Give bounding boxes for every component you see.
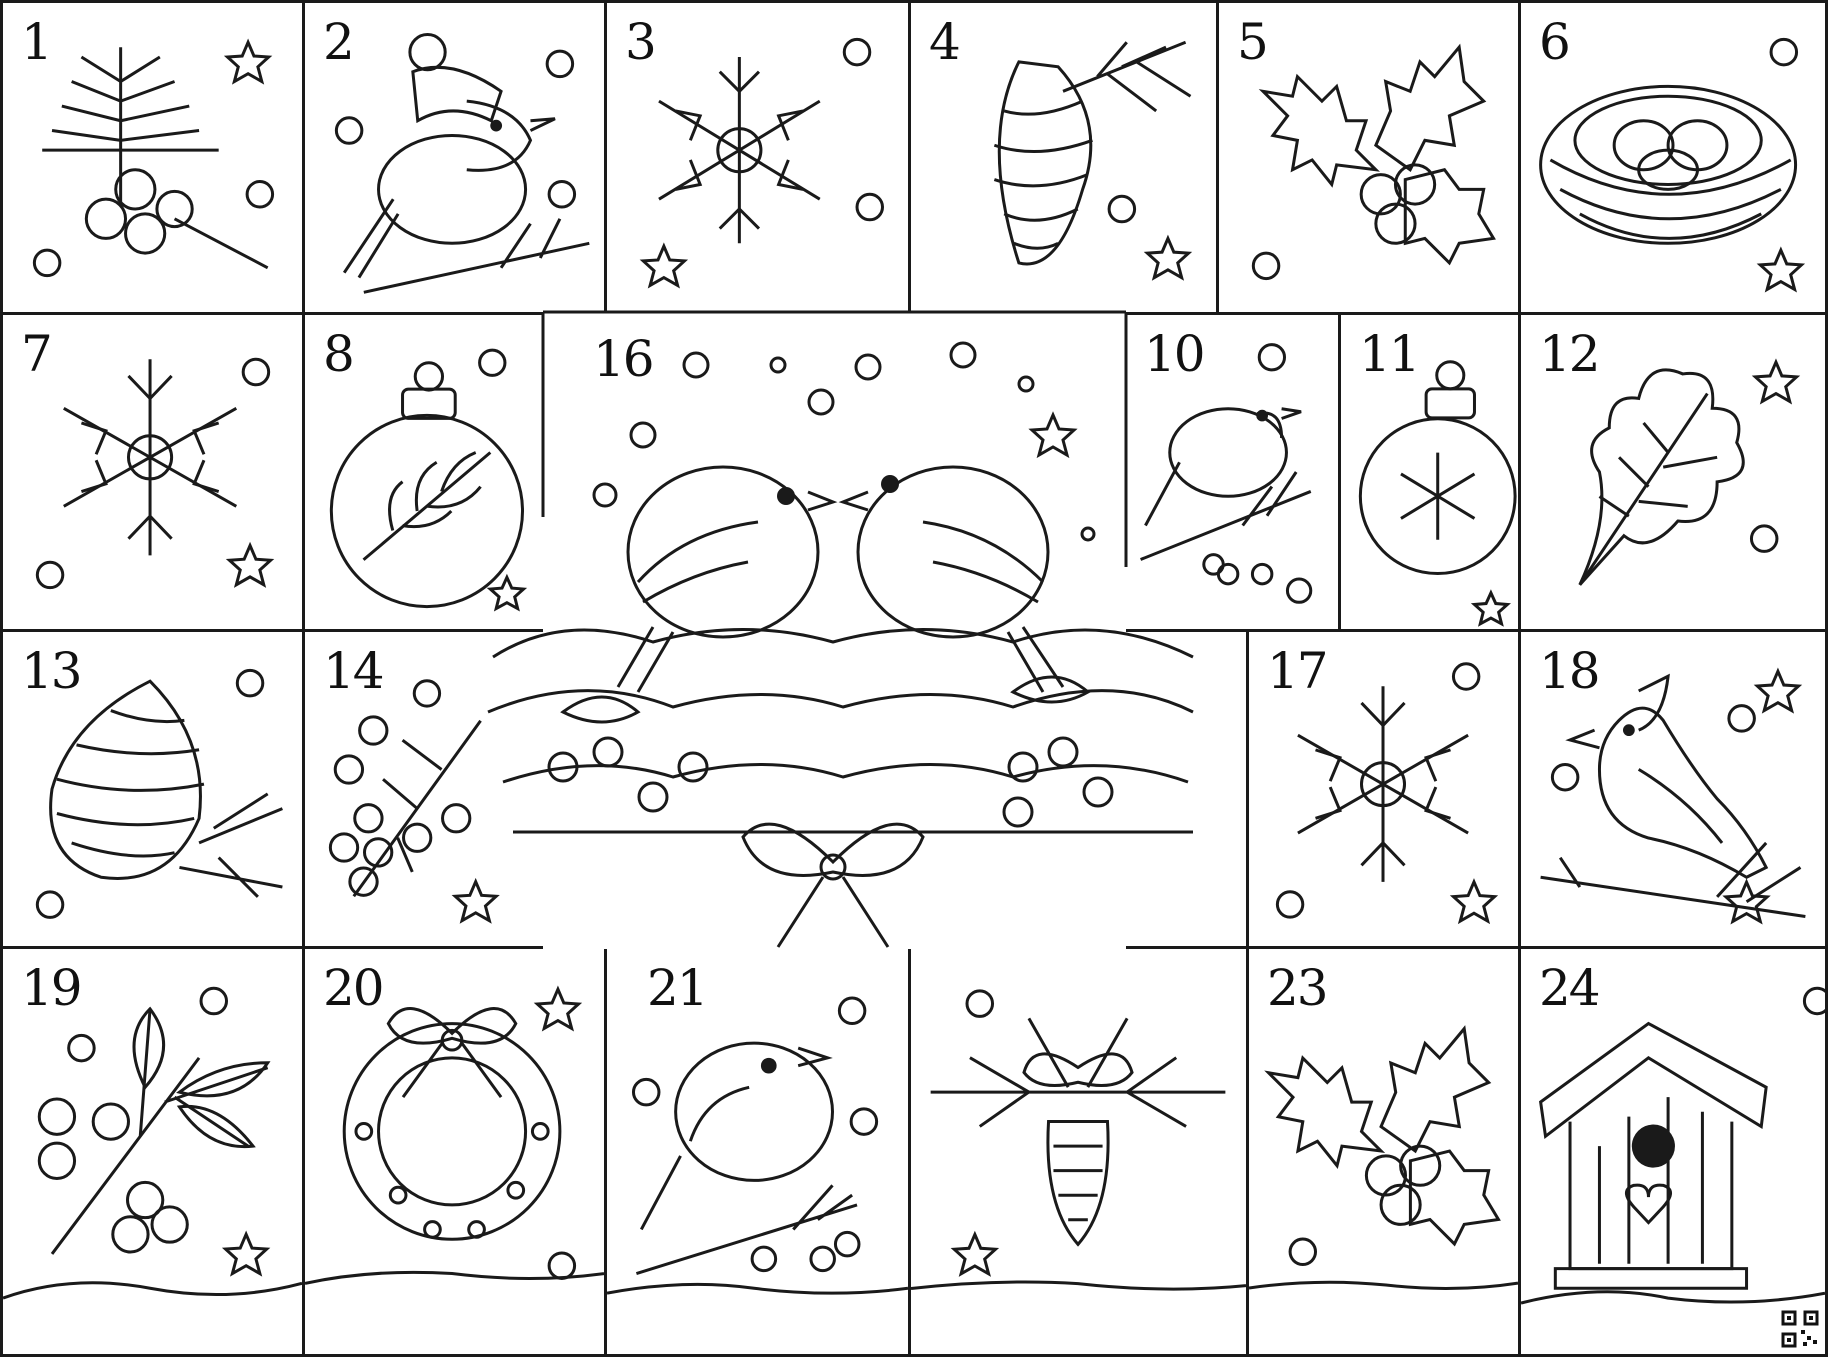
day-number: 17 xyxy=(1267,642,1327,700)
day-number: 3 xyxy=(625,13,655,71)
day-number: 14 xyxy=(323,642,383,700)
calendar-cell-24[interactable] xyxy=(1518,946,1828,1357)
calendar-cell-19[interactable] xyxy=(0,946,305,1357)
day-number: 4 xyxy=(929,13,959,71)
two-robins-on-garland-icon xyxy=(543,312,1126,949)
pine-bough-with-pinecone-icon xyxy=(911,949,1246,1354)
calendar-cell-10[interactable] xyxy=(1123,312,1341,632)
qr-code-icon xyxy=(1781,1310,1819,1348)
day-number: 16 xyxy=(593,330,653,388)
calendar-cell-14[interactable] xyxy=(302,629,546,949)
calendar-cell-17[interactable] xyxy=(1246,629,1521,949)
calendar-cell-13[interactable] xyxy=(0,629,305,949)
day-number: 23 xyxy=(1267,959,1327,1017)
calendar-cell-12[interactable] xyxy=(1518,312,1828,632)
calendar-cell-2[interactable] xyxy=(302,0,607,315)
day-number: 24 xyxy=(1539,959,1599,1017)
calendar-cell-21[interactable] xyxy=(604,946,911,1357)
day-number: 12 xyxy=(1539,325,1599,383)
day-number: 19 xyxy=(21,959,81,1017)
calendar-cell-23[interactable] xyxy=(1246,946,1521,1357)
day-number: 5 xyxy=(1237,13,1267,71)
day-number: 8 xyxy=(323,325,353,383)
calendar-cell-3[interactable] xyxy=(604,0,911,315)
calendar-cell-18[interactable] xyxy=(1518,629,1828,949)
calendar-cell-16[interactable] xyxy=(543,312,1126,949)
day-number: 21 xyxy=(647,959,707,1017)
calendar-cell-8[interactable] xyxy=(302,312,546,632)
calendar-cell-5[interactable] xyxy=(1216,0,1521,315)
calendar-cell-11[interactable] xyxy=(1338,312,1521,632)
calendar-cell-4[interactable] xyxy=(908,0,1219,315)
calendar-cell-22[interactable] xyxy=(908,946,1249,1357)
day-number: 13 xyxy=(21,642,81,700)
day-number: 7 xyxy=(21,325,51,383)
calendar-cell-20[interactable] xyxy=(302,946,607,1357)
day-number: 10 xyxy=(1144,325,1204,383)
day-number: 18 xyxy=(1539,642,1599,700)
calendar-cell-6[interactable] xyxy=(1518,0,1828,315)
day-number: 1 xyxy=(21,13,51,71)
day-number: 6 xyxy=(1539,13,1569,71)
day-number: 2 xyxy=(323,13,353,71)
day-number: 20 xyxy=(323,959,383,1017)
calendar-cell-7[interactable] xyxy=(0,312,305,632)
day-number: 11 xyxy=(1359,325,1419,383)
calendar-cell-1[interactable] xyxy=(0,0,305,315)
